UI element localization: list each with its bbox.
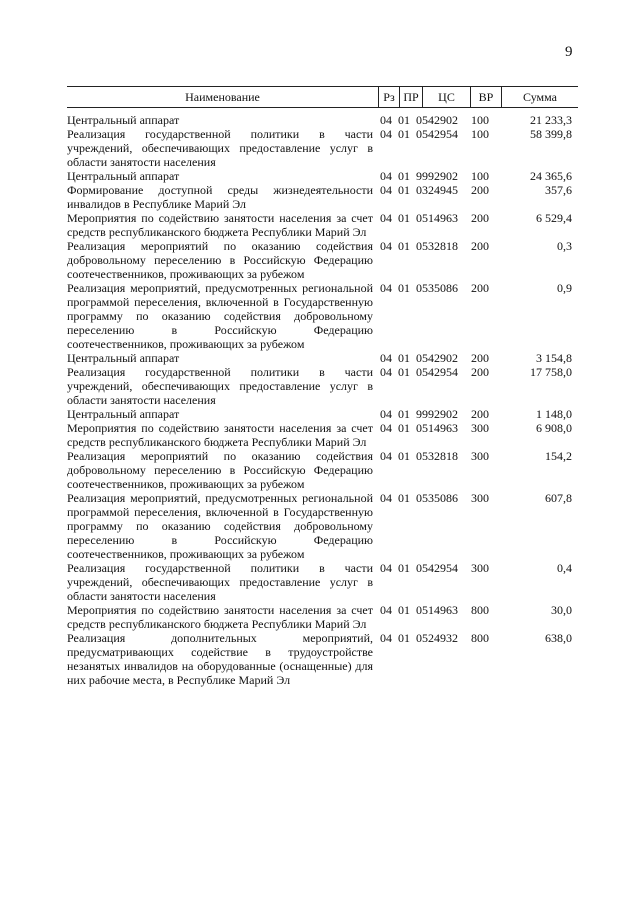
cell-name: Центральный аппарат	[67, 113, 180, 127]
cell-name: Реализация мероприятий, предусмотренных региональной программой переселения, включенной в Государственную программу по оказанию содействия добровольному переселению в Российскую Федерацию соотечественников, проживающих за рубежом	[67, 491, 373, 561]
cell-name: Мероприятия по содействию занятости населения за счет средств республиканского бюджета Республики Марий Эл	[67, 603, 373, 631]
cell-sum: 6 529,4	[536, 211, 572, 225]
cell-sum: 607,8	[545, 491, 572, 505]
cell-pr: 01	[398, 127, 410, 141]
cell-rz: 04	[380, 421, 392, 435]
cell-name: Центральный аппарат	[67, 407, 180, 421]
cell-cs: 0324945	[416, 183, 458, 197]
cell-pr: 01	[398, 561, 410, 575]
table-row	[67, 365, 578, 407]
cell-pr: 01	[398, 281, 410, 295]
cell-sum: 30,0	[551, 603, 572, 617]
cell-sum: 0,3	[557, 239, 572, 253]
cell-cs: 9992902	[416, 407, 458, 421]
cell-rz: 04	[380, 211, 392, 225]
column-header-sum: Сумма	[501, 87, 578, 107]
cell-sum: 154,2	[545, 449, 572, 463]
cell-vr: 200	[471, 239, 489, 253]
table-row	[67, 351, 578, 365]
cell-pr: 01	[398, 631, 410, 645]
cell-pr: 01	[398, 183, 410, 197]
cell-name: Реализация государственной политики в части учреждений, обеспечивающих предоставление услуг в области занятости населения	[67, 365, 373, 407]
column-header-rz: Рз	[378, 87, 399, 107]
cell-rz: 04	[380, 561, 392, 575]
cell-vr: 300	[471, 561, 489, 575]
cell-cs: 9992902	[416, 169, 458, 183]
cell-pr: 01	[398, 113, 410, 127]
cell-cs: 0542954	[416, 561, 458, 575]
cell-sum: 0,4	[557, 561, 572, 575]
cell-sum: 1 148,0	[536, 407, 572, 421]
cell-pr: 01	[398, 365, 410, 379]
table-header	[67, 86, 578, 108]
cell-pr: 01	[398, 211, 410, 225]
cell-name: Формирование доступной среды жизнедеятельности инвалидов в Республике Марий Эл	[67, 183, 373, 211]
cell-pr: 01	[398, 491, 410, 505]
table-row	[67, 169, 578, 183]
cell-sum: 0,9	[557, 281, 572, 295]
cell-pr: 01	[398, 603, 410, 617]
cell-rz: 04	[380, 127, 392, 141]
cell-pr: 01	[398, 351, 410, 365]
cell-name: Центральный аппарат	[67, 351, 180, 365]
column-header-name: Наименование	[185, 89, 260, 104]
cell-rz: 04	[380, 449, 392, 463]
cell-name: Мероприятия по содействию занятости населения за счет средств республиканского бюджета Республики Марий Эл	[67, 421, 373, 449]
table-row	[67, 127, 578, 169]
cell-vr: 300	[471, 491, 489, 505]
cell-rz: 04	[380, 239, 392, 253]
table-row	[67, 183, 578, 211]
cell-vr: 200	[471, 365, 489, 379]
cell-pr: 01	[398, 449, 410, 463]
cell-cs: 0514963	[416, 603, 458, 617]
cell-vr: 800	[471, 631, 489, 645]
cell-vr: 300	[471, 449, 489, 463]
cell-vr: 100	[471, 169, 489, 183]
cell-sum: 357,6	[545, 183, 572, 197]
cell-rz: 04	[380, 407, 392, 421]
cell-name: Реализация мероприятий по оказанию содействия добровольному переселению в Российскую Федерацию соотечественников, проживающих за рубежом	[67, 449, 373, 491]
cell-sum: 24 365,6	[530, 169, 572, 183]
table-row	[67, 211, 578, 239]
cell-vr: 200	[471, 281, 489, 295]
cell-name: Центральный аппарат	[67, 169, 180, 183]
cell-rz: 04	[380, 603, 392, 617]
cell-cs: 0542902	[416, 113, 458, 127]
cell-cs: 0532818	[416, 449, 458, 463]
column-header-cs: ЦС	[422, 87, 470, 107]
cell-name: Реализация мероприятий по оказанию содействия добровольному переселению в Российскую Федерацию соотечественников, проживающих за рубежом	[67, 239, 373, 281]
cell-sum: 58 399,8	[530, 127, 572, 141]
page-number: 9	[565, 44, 573, 60]
cell-rz: 04	[380, 281, 392, 295]
cell-name: Реализация государственной политики в части учреждений, обеспечивающих предоставление услуг в области занятости населения	[67, 127, 373, 169]
cell-cs: 0524932	[416, 631, 458, 645]
table-row	[67, 239, 578, 281]
cell-rz: 04	[380, 113, 392, 127]
cell-cs: 0542954	[416, 127, 458, 141]
cell-rz: 04	[380, 169, 392, 183]
cell-name: Реализация дополнительных мероприятий, предусматривающих содействие в трудоустройстве незанятых инвалидов на оборудованные (оснащенные) для них рабочие места, в Республике Марий Эл	[67, 631, 373, 687]
cell-name: Мероприятия по содействию занятости населения за счет средств республиканского бюджета Республики Марий Эл	[67, 211, 373, 239]
cell-vr: 200	[471, 211, 489, 225]
cell-cs: 0542954	[416, 365, 458, 379]
cell-cs: 0542902	[416, 351, 458, 365]
cell-name: Реализация государственной политики в части учреждений, обеспечивающих предоставление услуг в области занятости населения	[67, 561, 373, 603]
table-row	[67, 421, 578, 449]
cell-sum: 21 233,3	[530, 113, 572, 127]
cell-sum: 3 154,8	[536, 351, 572, 365]
column-header-vr: ВР	[470, 87, 501, 107]
cell-rz: 04	[380, 183, 392, 197]
cell-rz: 04	[380, 365, 392, 379]
cell-cs: 0532818	[416, 239, 458, 253]
cell-vr: 200	[471, 351, 489, 365]
cell-cs: 0514963	[416, 421, 458, 435]
cell-pr: 01	[398, 407, 410, 421]
cell-sum: 638,0	[545, 631, 572, 645]
cell-cs: 0535086	[416, 281, 458, 295]
table-row	[67, 449, 578, 491]
table-body	[67, 113, 578, 687]
cell-vr: 300	[471, 421, 489, 435]
cell-pr: 01	[398, 421, 410, 435]
table-row	[67, 407, 578, 421]
cell-vr: 100	[471, 127, 489, 141]
cell-sum: 6 908,0	[536, 421, 572, 435]
cell-cs: 0535086	[416, 491, 458, 505]
table-row	[67, 491, 578, 561]
cell-vr: 800	[471, 603, 489, 617]
cell-vr: 200	[471, 183, 489, 197]
table-row	[67, 281, 578, 351]
cell-rz: 04	[380, 491, 392, 505]
cell-name: Реализация мероприятий, предусмотренных региональной программой переселения, включенной в Государственную программу по оказанию содействия добровольному переселению в Российскую Федерацию соотечественников, проживающих за рубежом	[67, 281, 373, 351]
table-row	[67, 113, 578, 127]
table-row	[67, 631, 578, 687]
table-row	[67, 603, 578, 631]
table-row	[67, 561, 578, 603]
cell-rz: 04	[380, 631, 392, 645]
cell-pr: 01	[398, 169, 410, 183]
cell-rz: 04	[380, 351, 392, 365]
column-header-pr: ПР	[399, 87, 422, 107]
cell-pr: 01	[398, 239, 410, 253]
cell-cs: 0514963	[416, 211, 458, 225]
cell-sum: 17 758,0	[530, 365, 572, 379]
cell-vr: 200	[471, 407, 489, 421]
cell-vr: 100	[471, 113, 489, 127]
